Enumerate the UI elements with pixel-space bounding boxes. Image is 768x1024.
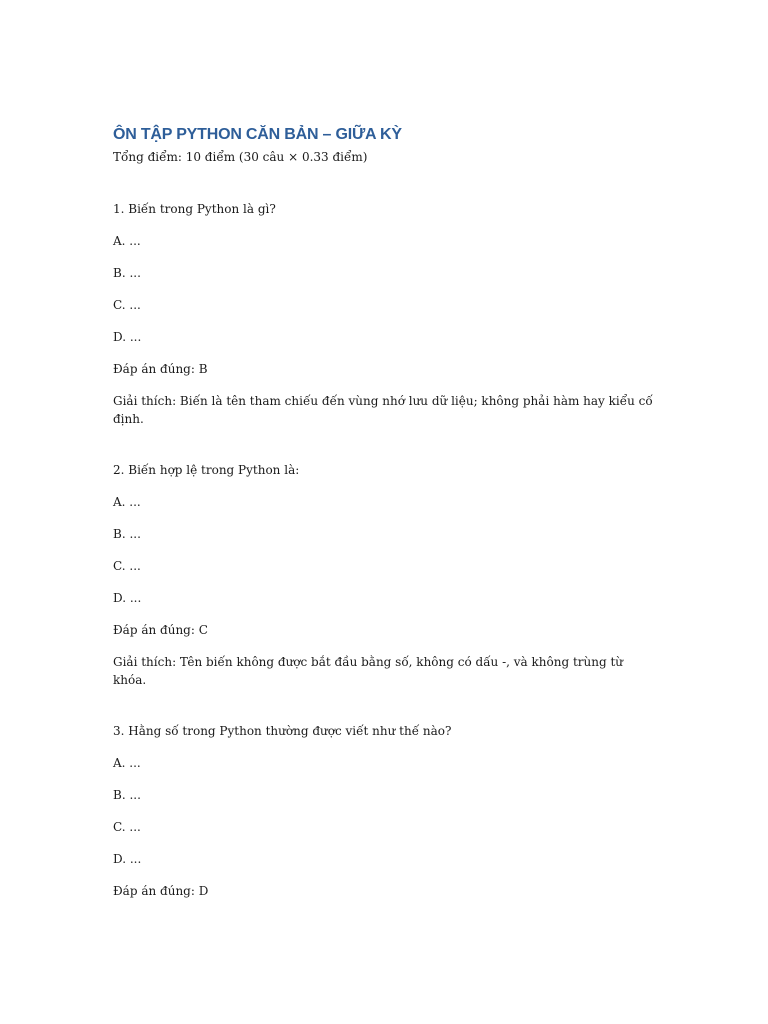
option-d: D. ... (113, 852, 142, 866)
option-c: C. ... (113, 559, 141, 573)
option-c: C. ... (113, 298, 141, 312)
question-text: 3. Hằng số trong Python thường được viết như thế nào? (113, 724, 452, 738)
option-c: C. ... (113, 820, 141, 834)
option-d: D. ... (113, 330, 142, 344)
question-3 (113, 722, 658, 900)
question-2 (113, 461, 658, 689)
question-1 (113, 200, 658, 428)
explanation: Giải thích: Biến là tên tham chiếu đến vùng nhớ lưu dữ liệu; không phải hàm hay kiểu cố định. (113, 394, 653, 426)
document-subtitle: Tổng điểm: 10 điểm (30 câu × 0.33 điểm) (113, 150, 368, 164)
option-a: A. ... (113, 234, 141, 248)
option-b: B. ... (113, 266, 141, 280)
document-page (113, 124, 658, 900)
option-d: D. ... (113, 591, 142, 605)
explanation: Giải thích: Tên biến không được bắt đầu bằng số, không có dấu -, và không trùng từ khóa. (113, 655, 624, 687)
correct-answer: Đáp án đúng: C (113, 623, 208, 637)
option-a: A. ... (113, 756, 141, 770)
correct-answer: Đáp án đúng: B (113, 362, 208, 376)
document-title: ÔN TẬP PYTHON CĂN BẢN – GIỮA KỲ (113, 126, 402, 143)
option-a: A. ... (113, 495, 141, 509)
option-b: B. ... (113, 788, 141, 802)
option-b: B. ... (113, 527, 141, 541)
correct-answer: Đáp án đúng: D (113, 884, 209, 898)
question-text: 2. Biến hợp lệ trong Python là: (113, 463, 300, 477)
question-text: 1. Biến trong Python là gì? (113, 202, 276, 216)
